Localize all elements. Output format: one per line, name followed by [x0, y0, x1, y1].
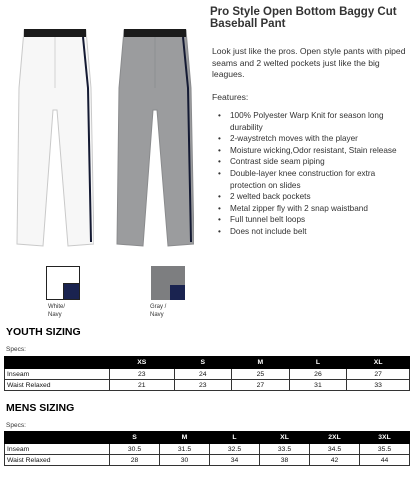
white-pant-image	[16, 28, 94, 248]
table-cell: 35.5	[360, 444, 410, 455]
white-navy-label	[48, 303, 65, 319]
table-cell: 33.5	[260, 444, 310, 455]
navy-accent	[63, 283, 79, 299]
feature-item: • Contrast side seam piping	[218, 156, 413, 168]
feature-item: • Full tunnel belt loops	[218, 214, 413, 226]
table-header-cell	[5, 432, 110, 444]
table-cell: 28	[110, 455, 160, 466]
table-cell: 38	[260, 455, 310, 466]
table-row	[5, 380, 410, 391]
table-cell: 27	[232, 380, 290, 391]
feature-item: • Double-layer knee construction for extra protection on slides	[218, 168, 413, 191]
feature-item: • Moisture wicking,Odor resistant, Stain release	[218, 145, 413, 157]
table-cell: 23	[174, 380, 232, 391]
table-header-cell: XL	[347, 357, 410, 369]
gray-navy-label	[150, 303, 166, 319]
gray-navy-swatch	[151, 266, 185, 300]
table-cell: 34	[210, 455, 260, 466]
swatch-label-line: Navy	[150, 312, 164, 318]
youth-sizing-table	[4, 356, 410, 391]
table-cell: 26	[289, 369, 347, 380]
table-cell: 24	[174, 369, 232, 380]
swatch-label-line: White/	[48, 304, 66, 310]
swatch-label-line: Navy	[48, 312, 62, 318]
table-header-cell: S	[174, 357, 232, 369]
table-cell: 31	[289, 380, 347, 391]
table-header-cell: 3XL	[360, 432, 410, 444]
table-row	[5, 455, 410, 466]
mens-sizing-heading: MENS SIZING	[6, 402, 75, 414]
mens-sizing-table	[4, 431, 410, 466]
table-cell: 33	[347, 380, 410, 391]
table-header-row	[5, 357, 410, 369]
table-header-cell: 2XL	[310, 432, 360, 444]
table-cell: 31.5	[160, 444, 210, 455]
mens-specs-label: Specs:	[6, 422, 26, 429]
feature-item: • 2 welted back pockets	[218, 191, 413, 203]
feature-item: • 2-waystretch moves with the player	[218, 133, 413, 145]
table-cell: 30	[160, 455, 210, 466]
table-cell: 25	[232, 369, 290, 380]
table-cell: 44	[360, 455, 410, 466]
youth-specs-label: Specs:	[6, 346, 26, 353]
table-cell: 21	[110, 380, 175, 391]
features-heading: Features:	[212, 92, 249, 102]
table-header-cell	[5, 357, 110, 369]
product-description: Look just like the pros. Open style pants with piped seams and 2 welted pockets just like the big leagues.	[212, 46, 406, 79]
product-title: Pro Style Open Bottom Baggy Cut Baseball Pant	[210, 6, 397, 30]
table-cell: Inseam	[5, 369, 110, 380]
table-header-cell: L	[210, 432, 260, 444]
feature-item: • Metal zipper fly with 2 snap waistband	[218, 203, 413, 215]
feature-item: • 100% Polyester Warp Knit for season long durability	[218, 110, 413, 133]
table-header-cell: XS	[110, 357, 175, 369]
white-navy-swatch	[46, 266, 80, 300]
table-cell: 23	[110, 369, 175, 380]
youth-sizing-heading: YOUTH SIZING	[6, 326, 81, 338]
table-header-cell: S	[110, 432, 160, 444]
feature-item: • Does not include belt	[218, 226, 413, 238]
table-cell: 32.5	[210, 444, 260, 455]
table-header-cell: M	[232, 357, 290, 369]
table-cell: 42	[310, 455, 360, 466]
navy-accent	[170, 285, 185, 300]
table-cell: 34.5	[310, 444, 360, 455]
table-cell: Inseam	[5, 444, 110, 455]
table-header-cell: L	[289, 357, 347, 369]
table-cell: Waist Relaxed	[5, 455, 110, 466]
swatch-label-line: Gray /	[150, 304, 167, 310]
table-row	[5, 444, 410, 455]
features-list	[218, 110, 413, 238]
table-header-cell: M	[160, 432, 210, 444]
table-cell: 27	[347, 369, 410, 380]
table-header-cell: XL	[260, 432, 310, 444]
table-header-row	[5, 432, 410, 444]
table-cell: Waist Relaxed	[5, 380, 110, 391]
gray-pant-image	[116, 28, 194, 248]
table-cell: 30.5	[110, 444, 160, 455]
table-row	[5, 369, 410, 380]
